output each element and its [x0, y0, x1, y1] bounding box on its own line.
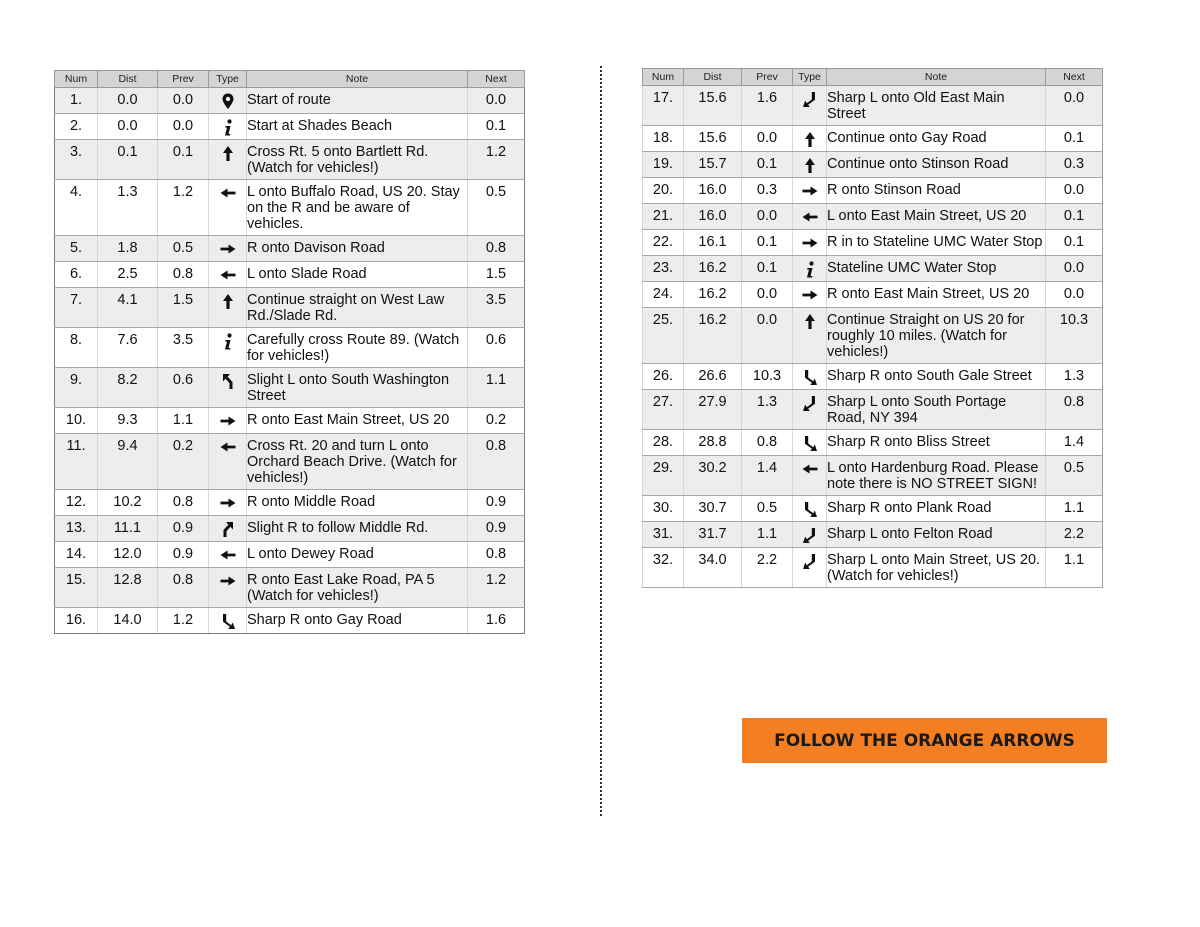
cue-number: 19.	[643, 152, 684, 178]
cue-previous: 10.3	[742, 364, 793, 390]
cue-row	[643, 430, 1103, 456]
sharp-right-icon	[801, 368, 819, 386]
cue-distance: 16.0	[684, 178, 742, 204]
cue-number: 22.	[643, 230, 684, 256]
cue-previous: 3.5	[158, 328, 209, 368]
cue-type	[793, 152, 827, 178]
cue-next: 0.8	[468, 434, 525, 490]
straight-icon	[219, 292, 237, 310]
header-note: Note	[247, 71, 468, 88]
cue-row	[643, 390, 1103, 430]
cue-type	[209, 114, 247, 140]
cue-type	[793, 308, 827, 364]
cue-note: L onto East Main Street, US 20	[827, 204, 1046, 230]
cue-row	[643, 496, 1103, 522]
cue-next: 0.0	[1046, 86, 1103, 126]
cue-previous: 0.9	[158, 542, 209, 568]
cue-number: 12.	[55, 490, 98, 516]
column-divider	[600, 66, 602, 816]
cue-previous: 0.0	[742, 308, 793, 364]
cue-number: 21.	[643, 204, 684, 230]
left-icon	[219, 438, 237, 456]
cue-note: R onto Middle Road	[247, 490, 468, 516]
header-next: Next	[1046, 69, 1103, 86]
cue-number: 4.	[55, 180, 98, 236]
cue-previous: 0.0	[158, 88, 209, 114]
cue-distance: 1.3	[98, 180, 158, 236]
cue-note: L onto Dewey Road	[247, 542, 468, 568]
cue-distance: 27.9	[684, 390, 742, 430]
header-next: Next	[468, 71, 525, 88]
cue-row	[643, 456, 1103, 496]
cue-previous: 0.8	[742, 430, 793, 456]
cue-note: Slight L onto South Washington Street	[247, 368, 468, 408]
sharp-left-icon	[801, 526, 819, 544]
cue-note: Sharp R onto Bliss Street	[827, 430, 1046, 456]
cue-type	[209, 408, 247, 434]
header-prev: Prev	[158, 71, 209, 88]
cue-type	[793, 204, 827, 230]
cue-note: Carefully cross Route 89. (Watch for vehicles!)	[247, 328, 468, 368]
header-num: Num	[55, 71, 98, 88]
cue-type	[209, 288, 247, 328]
cue-number: 18.	[643, 126, 684, 152]
cue-distance: 11.1	[98, 516, 158, 542]
info-icon	[219, 332, 237, 350]
cue-type	[209, 236, 247, 262]
left-icon	[801, 208, 819, 226]
cue-row	[643, 204, 1103, 230]
cue-number: 2.	[55, 114, 98, 140]
cue-type	[209, 542, 247, 568]
header-type: Type	[209, 71, 247, 88]
cue-row	[643, 522, 1103, 548]
cue-next: 2.2	[1046, 522, 1103, 548]
cue-distance: 14.0	[98, 608, 158, 634]
cue-number: 17.	[643, 86, 684, 126]
left-icon	[219, 184, 237, 202]
cue-number: 15.	[55, 568, 98, 608]
cue-row	[643, 178, 1103, 204]
cue-note: R onto East Lake Road, PA 5 (Watch for vehicles!)	[247, 568, 468, 608]
right-icon	[219, 572, 237, 590]
cue-distance: 15.7	[684, 152, 742, 178]
cue-distance: 15.6	[684, 126, 742, 152]
cue-previous: 0.1	[742, 152, 793, 178]
cue-distance: 26.6	[684, 364, 742, 390]
cue-previous: 1.1	[742, 522, 793, 548]
sharp-left-icon	[801, 552, 819, 570]
cue-next: 1.1	[1046, 496, 1103, 522]
cue-distance: 10.2	[98, 490, 158, 516]
header-prev: Prev	[742, 69, 793, 86]
cue-next: 0.8	[1046, 390, 1103, 430]
cue-note: Slight R to follow Middle Rd.	[247, 516, 468, 542]
cue-previous: 0.9	[158, 516, 209, 542]
cue-row	[55, 516, 525, 542]
cue-previous: 0.8	[158, 262, 209, 288]
cue-previous: 0.1	[158, 140, 209, 180]
cue-number: 23.	[643, 256, 684, 282]
cue-note: R onto East Main Street, US 20	[827, 282, 1046, 308]
cue-type	[793, 256, 827, 282]
cue-next: 1.1	[1046, 548, 1103, 588]
cue-row	[643, 548, 1103, 588]
cue-row	[55, 114, 525, 140]
cue-type	[209, 568, 247, 608]
cue-row	[55, 288, 525, 328]
cue-next: 0.5	[1046, 456, 1103, 496]
cue-note: Sharp L onto Old East Main Street	[827, 86, 1046, 126]
cue-type	[793, 126, 827, 152]
cue-type	[209, 88, 247, 114]
cue-note: Start of route	[247, 88, 468, 114]
cue-distance: 12.8	[98, 568, 158, 608]
cue-type	[209, 516, 247, 542]
sharp-left-icon	[801, 394, 819, 412]
cue-number: 14.	[55, 542, 98, 568]
cue-row	[55, 568, 525, 608]
cue-number: 13.	[55, 516, 98, 542]
cue-number: 27.	[643, 390, 684, 430]
cue-row	[55, 608, 525, 634]
cue-number: 8.	[55, 328, 98, 368]
cue-next: 1.2	[468, 140, 525, 180]
cue-row	[55, 490, 525, 516]
info-icon	[801, 260, 819, 278]
cue-distance: 16.2	[684, 308, 742, 364]
cue-number: 7.	[55, 288, 98, 328]
cue-row	[55, 408, 525, 434]
cue-type	[209, 490, 247, 516]
left-icon	[219, 546, 237, 564]
cue-number: 32.	[643, 548, 684, 588]
cue-previous: 0.8	[158, 568, 209, 608]
cue-note: R onto Stinson Road	[827, 178, 1046, 204]
cue-sheet-table-left	[54, 70, 525, 634]
cue-row	[55, 328, 525, 368]
cue-previous: 1.1	[158, 408, 209, 434]
cue-row	[55, 236, 525, 262]
cue-type	[209, 328, 247, 368]
cue-next: 0.1	[1046, 126, 1103, 152]
cue-previous: 0.8	[158, 490, 209, 516]
cue-previous: 0.3	[742, 178, 793, 204]
cue-note: L onto Buffalo Road, US 20. Stay on the R and be aware of vehicles.	[247, 180, 468, 236]
cue-previous: 0.0	[742, 126, 793, 152]
cue-number: 28.	[643, 430, 684, 456]
cue-row	[643, 86, 1103, 126]
cue-type	[793, 456, 827, 496]
cue-distance: 12.0	[98, 542, 158, 568]
cue-row	[55, 542, 525, 568]
cue-row	[55, 434, 525, 490]
cue-note: Sharp L onto Felton Road	[827, 522, 1046, 548]
cue-note: Sharp R onto Plank Road	[827, 496, 1046, 522]
cue-distance: 16.0	[684, 204, 742, 230]
cue-number: 9.	[55, 368, 98, 408]
cue-previous: 0.0	[742, 204, 793, 230]
cue-type	[793, 496, 827, 522]
sharp-right-icon	[801, 434, 819, 452]
table-header-row	[643, 69, 1103, 86]
cue-row	[55, 368, 525, 408]
cue-distance: 16.2	[684, 282, 742, 308]
right-icon	[219, 412, 237, 430]
cue-previous: 0.5	[158, 236, 209, 262]
header-dist: Dist	[684, 69, 742, 86]
cue-sheet-table-right	[642, 68, 1103, 588]
cue-distance: 0.1	[98, 140, 158, 180]
cue-note: Stateline UMC Water Stop	[827, 256, 1046, 282]
cue-type	[209, 262, 247, 288]
cue-next: 10.3	[1046, 308, 1103, 364]
cue-previous: 2.2	[742, 548, 793, 588]
cue-type	[793, 282, 827, 308]
cue-row	[643, 308, 1103, 364]
cue-next: 1.1	[468, 368, 525, 408]
cue-type	[793, 548, 827, 588]
cue-row	[55, 180, 525, 236]
cue-type	[793, 364, 827, 390]
cue-number: 11.	[55, 434, 98, 490]
start-pin-icon	[219, 92, 237, 110]
cue-type	[793, 430, 827, 456]
cue-previous: 1.4	[742, 456, 793, 496]
cue-next: 0.2	[468, 408, 525, 434]
cue-previous: 1.5	[158, 288, 209, 328]
cue-note: Sharp R onto Gay Road	[247, 608, 468, 634]
cue-distance: 1.8	[98, 236, 158, 262]
cue-previous: 0.1	[742, 230, 793, 256]
right-icon	[801, 234, 819, 252]
cue-note: Continue onto Stinson Road	[827, 152, 1046, 178]
cue-number: 30.	[643, 496, 684, 522]
cue-distance: 16.1	[684, 230, 742, 256]
cue-previous: 0.1	[742, 256, 793, 282]
cue-number: 16.	[55, 608, 98, 634]
cue-number: 5.	[55, 236, 98, 262]
header-type: Type	[793, 69, 827, 86]
cue-next: 0.1	[1046, 204, 1103, 230]
cue-previous: 0.6	[158, 368, 209, 408]
cue-next: 1.6	[468, 608, 525, 634]
straight-icon	[801, 156, 819, 174]
cue-previous: 1.2	[158, 608, 209, 634]
info-icon	[219, 118, 237, 136]
right-icon	[801, 286, 819, 304]
follow-arrows-banner: FOLLOW THE ORANGE ARROWS	[742, 718, 1107, 763]
cue-row	[55, 262, 525, 288]
right-icon	[219, 240, 237, 258]
cue-next: 0.9	[468, 490, 525, 516]
right-icon	[801, 182, 819, 200]
cue-type	[793, 390, 827, 430]
cue-row	[55, 140, 525, 180]
cue-note: Sharp L onto Main Street, US 20. (Watch for vehicles!)	[827, 548, 1046, 588]
cue-next: 0.5	[468, 180, 525, 236]
cue-distance: 30.2	[684, 456, 742, 496]
cue-distance: 4.1	[98, 288, 158, 328]
cue-distance: 0.0	[98, 114, 158, 140]
cue-type	[793, 178, 827, 204]
cue-number: 25.	[643, 308, 684, 364]
cue-next: 1.5	[468, 262, 525, 288]
cue-distance: 15.6	[684, 86, 742, 126]
sharp-left-icon	[801, 90, 819, 108]
cue-next: 1.4	[1046, 430, 1103, 456]
cue-note: Cross Rt. 20 and turn L onto Orchard Beach Drive. (Watch for vehicles!)	[247, 434, 468, 490]
table-header-row	[55, 71, 525, 88]
cue-next: 0.0	[1046, 256, 1103, 282]
header-num: Num	[643, 69, 684, 86]
cue-next: 0.1	[1046, 230, 1103, 256]
cue-distance: 16.2	[684, 256, 742, 282]
straight-icon	[801, 312, 819, 330]
cue-number: 1.	[55, 88, 98, 114]
straight-icon	[801, 130, 819, 148]
cue-number: 24.	[643, 282, 684, 308]
cue-note: L onto Slade Road	[247, 262, 468, 288]
cue-distance: 34.0	[684, 548, 742, 588]
cue-next: 0.0	[468, 88, 525, 114]
cue-number: 29.	[643, 456, 684, 496]
cue-note: Sharp L onto South Portage Road, NY 394	[827, 390, 1046, 430]
cue-row	[55, 88, 525, 114]
left-icon	[801, 460, 819, 478]
cue-previous: 0.0	[158, 114, 209, 140]
cue-previous: 0.5	[742, 496, 793, 522]
cue-type	[793, 230, 827, 256]
cue-type	[209, 180, 247, 236]
cue-next: 0.3	[1046, 152, 1103, 178]
cue-note: Continue onto Gay Road	[827, 126, 1046, 152]
cue-distance: 28.8	[684, 430, 742, 456]
cue-distance: 0.0	[98, 88, 158, 114]
cue-note: Cross Rt. 5 onto Bartlett Rd. (Watch for vehicles!)	[247, 140, 468, 180]
cue-previous: 0.2	[158, 434, 209, 490]
slight-left-icon	[219, 372, 237, 390]
cue-note: L onto Hardenburg Road. Please note there is NO STREET SIGN!	[827, 456, 1046, 496]
cue-previous: 1.2	[158, 180, 209, 236]
cue-row	[643, 152, 1103, 178]
cue-previous: 1.3	[742, 390, 793, 430]
cue-next: 0.6	[468, 328, 525, 368]
cue-next: 1.3	[1046, 364, 1103, 390]
cue-next: 0.8	[468, 542, 525, 568]
cue-next: 0.8	[468, 236, 525, 262]
straight-icon	[219, 144, 237, 162]
cue-note: Continue Straight on US 20 for roughly 10 miles. (Watch for vehicles!)	[827, 308, 1046, 364]
cue-type	[209, 608, 247, 634]
cue-type	[793, 522, 827, 548]
cue-number: 26.	[643, 364, 684, 390]
cue-distance: 9.3	[98, 408, 158, 434]
cue-distance: 7.6	[98, 328, 158, 368]
cue-note: Continue straight on West Law Rd./Slade Rd.	[247, 288, 468, 328]
cue-row	[643, 230, 1103, 256]
cue-row	[643, 256, 1103, 282]
cue-next: 0.1	[468, 114, 525, 140]
cue-next: 0.9	[468, 516, 525, 542]
cue-next: 1.2	[468, 568, 525, 608]
sharp-right-icon	[219, 612, 237, 630]
header-dist: Dist	[98, 71, 158, 88]
cue-distance: 2.5	[98, 262, 158, 288]
cue-previous: 0.0	[742, 282, 793, 308]
cue-number: 31.	[643, 522, 684, 548]
left-icon	[219, 266, 237, 284]
cue-note: R in to Stateline UMC Water Stop	[827, 230, 1046, 256]
sharp-right-icon	[801, 500, 819, 518]
right-icon	[219, 494, 237, 512]
cue-next: 0.0	[1046, 178, 1103, 204]
cue-row	[643, 364, 1103, 390]
cue-number: 10.	[55, 408, 98, 434]
cue-row	[643, 282, 1103, 308]
cue-type	[793, 86, 827, 126]
cue-previous: 1.6	[742, 86, 793, 126]
cue-note: Start at Shades Beach	[247, 114, 468, 140]
cue-number: 6.	[55, 262, 98, 288]
header-note: Note	[827, 69, 1046, 86]
slight-right-icon	[219, 520, 237, 538]
cue-type	[209, 140, 247, 180]
cue-number: 3.	[55, 140, 98, 180]
cue-type	[209, 434, 247, 490]
cue-note: R onto East Main Street, US 20	[247, 408, 468, 434]
cue-row	[643, 126, 1103, 152]
cue-note: R onto Davison Road	[247, 236, 468, 262]
cue-note: Sharp R onto South Gale Street	[827, 364, 1046, 390]
cue-distance: 8.2	[98, 368, 158, 408]
cue-distance: 30.7	[684, 496, 742, 522]
cue-type	[209, 368, 247, 408]
cue-number: 20.	[643, 178, 684, 204]
cue-distance: 31.7	[684, 522, 742, 548]
cue-distance: 9.4	[98, 434, 158, 490]
cue-next: 3.5	[468, 288, 525, 328]
cue-next: 0.0	[1046, 282, 1103, 308]
